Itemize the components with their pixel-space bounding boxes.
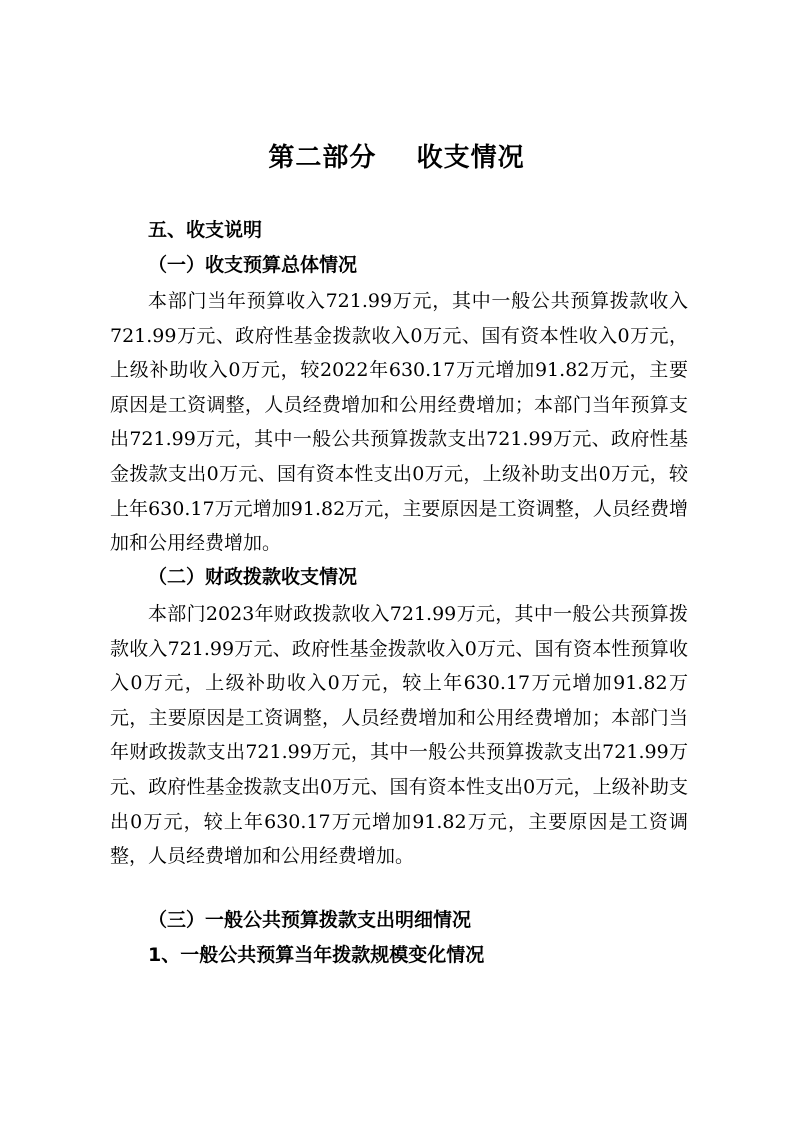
subsection-heading-two: （二）财政拨款收支情况 — [148, 566, 358, 588]
paragraph-budget-overview: 本部门当年预算收入721.99万元，其中一般公共预算拨款收入721.99万元、政府性基金拨款收入0万元、国有资本性收入0万元，上级补助收入0万元，较2022年630.17万元增加91.82万元，主要原因是工资调整，人员经费增加和公用经费增加；本部门当年预算支出721.99万元，其中一般公共预算拨款支出721.99万元、政府性基金拨款支出0万元、国有资本性支出0万元，上级补助支出0万元，较上年630.17万元增加91.82万元，主要原因是工资调整，人员经费增加和公用经费增加。 — [110, 290, 688, 555]
paragraph-fiscal-appropriation: 本部门2023年财政拨款收入721.99万元，其中一般公共预算拨款收入721.99万元、政府性基金拨款收入0万元、国有资本性预算收入0万元，上级补助收入0万元，较上年630.17万元增加91.82万元，主要原因是工资调整，人员经费增加和公用经费增加；本部门当年财政拨款支出721.99万元，其中一般公共预算拨款支出721.99万元、政府性基金拨款支出0万元、国有资本性支出0万元，上级补助支出0万元，较上年630.17万元增加91.82万元，主要原因是工资调整，人员经费增加和公用经费增加。 — [110, 603, 688, 868]
page-title: 第二部分 收支情况 — [268, 143, 525, 173]
subsection-heading-three: （三）一般公共预算拨款支出明细情况 — [148, 909, 472, 931]
subsection-heading-one: （一）收支预算总体情况 — [148, 254, 358, 276]
section-heading-five: 五、收支说明 — [148, 219, 263, 241]
item-heading-1: 1、一般公共预算当年拨款规模变化情况 — [148, 944, 485, 966]
